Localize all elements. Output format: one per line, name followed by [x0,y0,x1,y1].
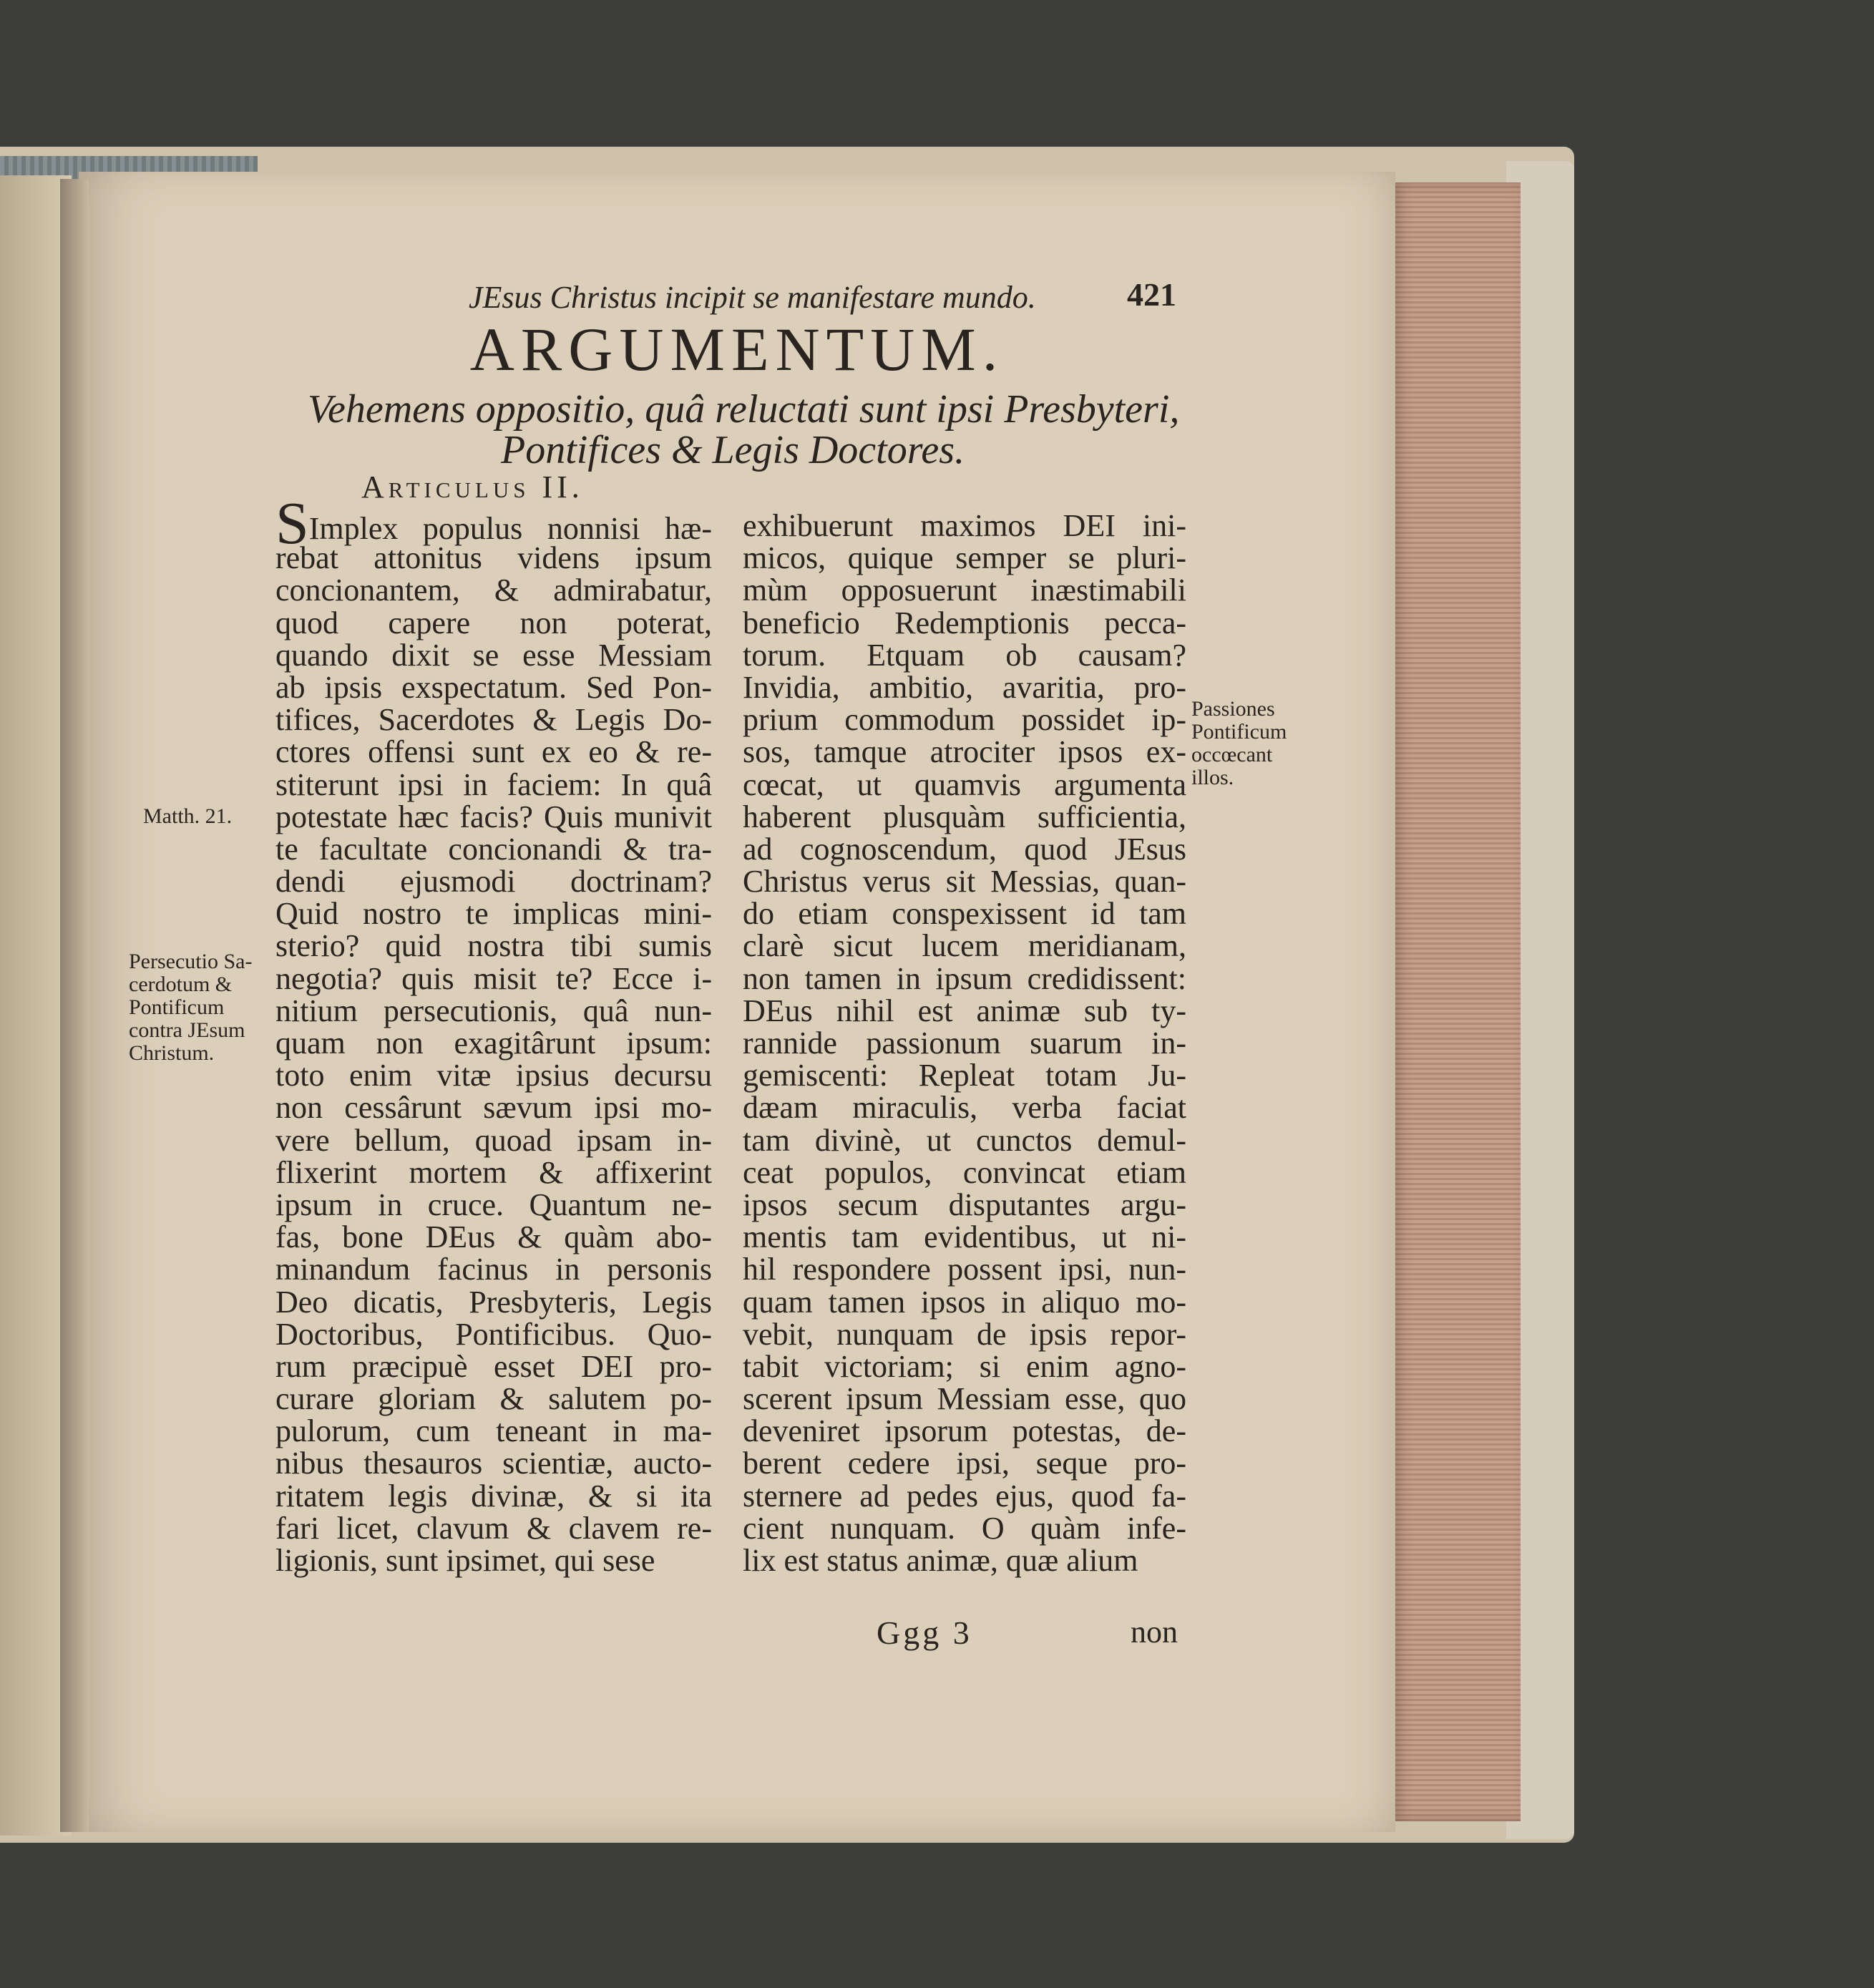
text-line: vebit, nunquam de ipsis repor- [743,1316,1186,1352]
text-line: exhibuerunt maximos DEI ini- [743,508,1186,543]
margin-note-persecutio [129,950,252,1065]
text-line: ab ipsis exspectatum. Sed Pon- [275,669,712,705]
text-line: vere bellum, quoad ipsam in- [275,1122,712,1158]
text-line: nitium persecutionis, quâ nun- [275,993,712,1028]
text-line: prium commodum possidet ip- [743,702,1186,738]
text-line: haberent plusquàm sufficientia, [743,799,1186,834]
text-line: ceat populos, convincat etiam [743,1154,1186,1190]
text-line: scerent ipsum Messiam esse, quo [743,1381,1186,1417]
text-line-content: Implex populus nonnisi hæ- [308,511,712,546]
text-line: ipsum in cruce. Quantum ne- [275,1187,712,1222]
text-line: fari licet, clavum & clavem re- [275,1510,712,1546]
signature-mark: Ggg 3 [877,1614,972,1651]
text-line: ad cognoscendum, quod JEsus [743,831,1186,867]
margin-note-line: Christum. [129,1041,215,1065]
text-line: quam non exagitârunt ipsum: [275,1025,712,1061]
text-line: nibus thesauros scientiæ, aucto- [275,1446,712,1481]
text-line: non cessârunt sævum ipsi mo- [275,1090,712,1126]
left-text-column [275,490,712,1578]
text-line: torum. Etquam ob causam? [743,637,1186,673]
text-line: clarè sicut lucem meridianam, [743,928,1186,964]
text-line: ligionis, sunt ipsimet, qui sese [275,1543,655,1578]
text-line: pulorum, cum teneant in ma- [275,1413,712,1449]
text-line: dæam miraculis, verba faciat [743,1090,1186,1126]
margin-note-line: occœcant [1191,743,1273,766]
text-line: DEus nihil est animæ sub ty- [743,993,1186,1028]
section-heading: Articulus II. [361,469,584,505]
text-line: deveniret ipsorum potestas, de- [743,1413,1186,1449]
text-line: Christus verus sit Messias, quan- [743,864,1186,900]
margin-note-line: illos. [1191,766,1234,789]
page-title: ARGUMENTUM. [469,315,1005,384]
text-line: flixerint mortem & affixerint [275,1154,712,1190]
margin-note-line: Pontificum [1191,720,1287,744]
text-line: Doctoribus, Pontificibus. Quo- [275,1316,712,1352]
text-line: rebat attonitus videns ipsum [275,540,712,576]
text-line: mentis tam evidentibus, ut ni- [743,1219,1186,1255]
subtitle-line: Pontifices & Legis Doctores. [501,428,965,472]
text-line: micos, quique semper se pluri- [743,540,1186,576]
running-head: JEsus Christus incipit se manifestare mundo. [469,280,1036,315]
subtitle-line: Vehemens oppositio, quâ reluctati sunt ipsi Presbyteri, [308,387,1180,432]
text-line: curare gloriam & salutem po- [275,1381,712,1417]
gutter-shadow [60,179,89,1832]
text-line: potestate hæc facis? Quis munivit [275,799,712,834]
text-line: dendi ejusmodi doctrinam? [275,864,712,900]
margin-note-passiones [1191,698,1287,789]
text-line: sternere ad pedes ejus, quod fa- [743,1478,1186,1514]
text-line: ctores offensi sunt ex eo & re- [275,734,712,770]
right-text-column [743,510,1186,1577]
text-line: ritatem legis divinæ, & si ita [275,1478,712,1514]
margin-note-line: Passiones [1191,697,1275,721]
text-line: Deo dicatis, Presbyteris, Legis [275,1284,712,1320]
text-line: negotia? quis misit te? Ecce i- [275,960,712,996]
text-line: tam divinè, ut cunctos demul- [743,1122,1186,1158]
catchword: non [1131,1614,1178,1650]
text-line: lix est status animæ, quæ alium [743,1543,1138,1578]
text-line: stiterunt ipsi in faciem: In quâ [275,766,712,802]
text-line [275,490,712,557]
text-line: rannide passionum suarum in- [743,1025,1186,1061]
page-block-edge [1392,182,1521,1821]
text-line: toto enim vitæ ipsius decursu [275,1058,712,1093]
text-line: gemiscenti: Repleat totam Ju- [743,1058,1186,1093]
text-line: beneficio Redemptionis pecca- [743,605,1186,640]
text-line: tifices, Sacerdotes & Legis Do- [275,702,712,738]
drop-cap: S [275,490,309,557]
text-line: te facultate concionandi & tra- [275,831,712,867]
text-line: quando dixit se esse Messiam [275,637,712,673]
margin-note-matthew [143,805,232,828]
margin-note-line: cerdotum & [129,973,233,996]
text-line: berent cedere ipsi, seque pro- [743,1446,1186,1481]
text-line: tabit victoriam; si enim agno- [743,1348,1186,1384]
text-line: cient nunquam. O quàm infe- [743,1510,1186,1546]
text-line: mùm opposuerunt inæstimabili [743,572,1186,608]
margin-note-line: Persecutio Sa- [129,950,253,973]
text-line: concionantem, & admirabatur, [275,572,712,608]
text-line: minandum facinus in personis [275,1252,712,1287]
text-line: hil respondere possent ipsi, nun- [743,1252,1186,1287]
text-line: Invidia, ambitio, avaritia, pro- [743,669,1186,705]
text-line: sterio? quid nostra tibi sumis [275,928,712,964]
text-line: fas, bone DEus & quàm abo- [275,1219,712,1255]
margin-note-line: contra JEsum [129,1018,245,1042]
text-line: quam tamen ipsos in aliquo mo- [743,1284,1186,1320]
text-line: cœcat, ut quamvis argumenta [743,766,1186,802]
text-line: Quid nostro te implicas mini- [275,896,712,932]
text-line: ipsos secum disputantes argu- [743,1187,1186,1222]
text-line: sos, tamque atrociter ipsos ex- [743,734,1186,770]
text-line: non tamen in ipsum credidissent: [743,960,1186,996]
text-line: rum præcipuè esset DEI pro- [275,1348,712,1384]
text-line: quod capere non poterat, [275,605,712,640]
margin-note-line: Pontificum [129,995,225,1019]
margin-note-line: Matth. 21. [143,804,233,828]
page-number: 421 [1127,276,1176,313]
text-line: do etiam conspexissent id tam [743,896,1186,932]
